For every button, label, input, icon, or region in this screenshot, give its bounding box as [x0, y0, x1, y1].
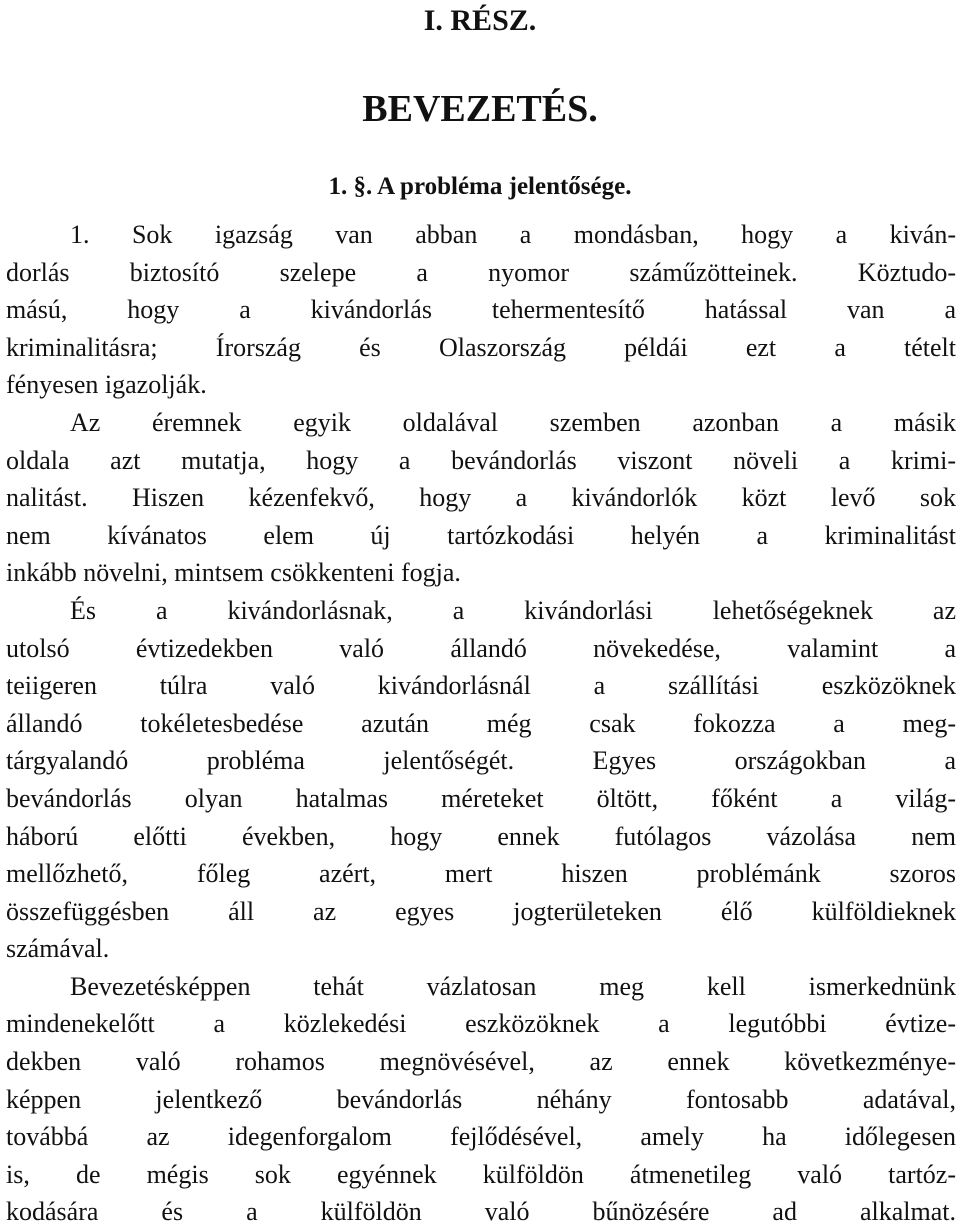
- text-line: kriminalitásra; Írország és Olaszország példái ezt a tételt: [6, 332, 956, 362]
- text-line: nalitást. Hiszen kézenfekvő, hogy a kivándorlók közt levő sok: [6, 483, 956, 513]
- text-line: is, de mégis sok egyénnek külföldön átmenetileg való tartóz-: [6, 1159, 956, 1189]
- text-line: nem kívánatos elem új tartózkodási helyén a kriminalitást: [6, 520, 956, 550]
- text-line: dekben való rohamos megnövésével, az ennek következménye-: [6, 1047, 956, 1077]
- text-line: bevándorlás olyan hatalmas méreteket öltött, főként a világ-: [6, 783, 956, 813]
- text-line: mindenekelőtt a közlekedési eszközöknek a legutóbbi évtize-: [6, 1009, 956, 1039]
- body-text: [6, 216, 956, 1231]
- text-line: tárgyalandó probléma jelentőségét. Egyes országokban a: [6, 746, 956, 776]
- text-line: oldala azt mutatja, hogy a bevándorlás viszont növeli a krimi-: [6, 445, 956, 475]
- text-line: teiigeren túlra való kivándorlásnál a szállítási eszközöknek: [6, 671, 956, 701]
- text-line: inkább növelni, mintsem csökkenteni fogja.: [6, 558, 461, 588]
- text-line: mású, hogy a kivándorlás tehermentesítő hatással van a: [6, 295, 956, 325]
- text-line: továbbá az idegenforgalom fejlődésével, amely ha időlegesen: [6, 1122, 956, 1152]
- text-line: kodására és a külföldön való bűnözésére ad alkalmat.: [6, 1197, 956, 1227]
- text-line: állandó tokéletesbedése azután még csak fokozza a meg-: [6, 708, 956, 738]
- text-line: És a kivándorlásnak, a kivándorlási lehetőségeknek az: [70, 595, 956, 625]
- text-line: fényesen igazolják.: [6, 370, 207, 400]
- text-line: 1. Sok igazság van abban a mondásban, hogy a kiván-: [70, 220, 956, 249]
- text-line: Bevezetésképpen tehát vázlatosan meg kell ismerkednünk: [70, 971, 956, 1001]
- text-line: képpen jelentkező bevándorlás néhány fontosabb adatával,: [6, 1084, 956, 1114]
- part-title: I. RÉSZ.: [423, 4, 537, 37]
- section-title: 1. §. A probléma jelentősége.: [328, 173, 632, 200]
- text-line: háború előtti években, hogy ennek futólagos vázolása nem: [6, 821, 956, 851]
- text-line: utolsó évtizedekben való állandó növekedése, valamint a: [6, 633, 956, 663]
- chapter-title: BEVEZETÉS.: [362, 88, 598, 130]
- text-line: mellőzhető, főleg azért, mert hiszen problémánk szoros: [6, 859, 956, 889]
- text-line: dorlás biztosító szelepe a nyomor száműzötteinek. Köztudo-: [6, 257, 956, 287]
- text-line: összefüggésben áll az egyes jogterületeken élő külföldieknek: [6, 896, 956, 926]
- text-line: számával.: [6, 934, 110, 964]
- text-line: Az éremnek egyik oldalával szemben azonban a másik: [70, 407, 956, 437]
